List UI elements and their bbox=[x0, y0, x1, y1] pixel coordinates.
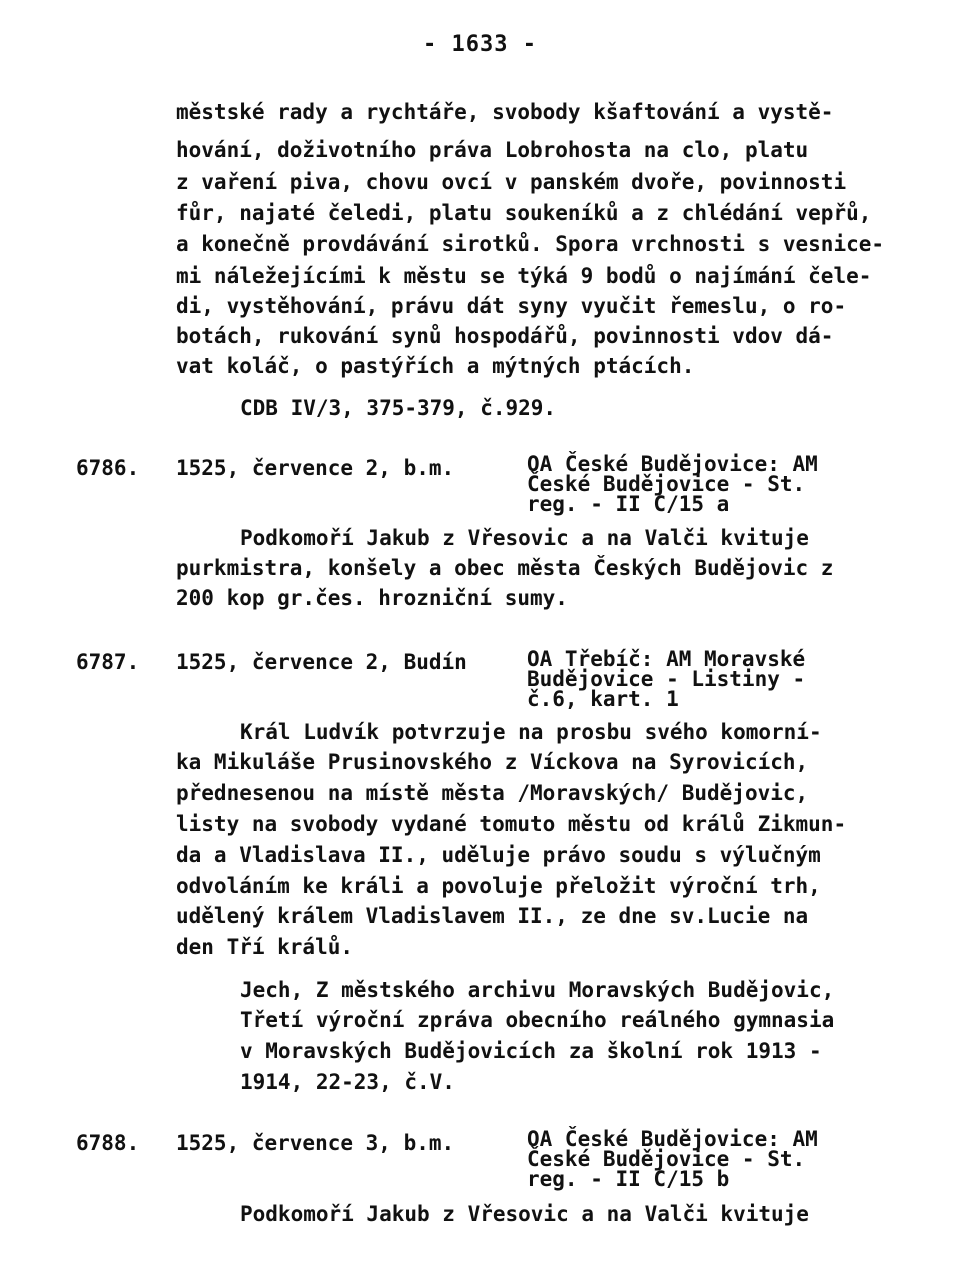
text-line: di, vystěhování, právu dát syny vyučit řemeslu, o ro- bbox=[176, 294, 847, 318]
archive-line: Budějovice - Listiny - bbox=[527, 667, 806, 691]
text-line: den Tří králů. bbox=[176, 935, 354, 959]
text-line: fůr, najaté čeledi, platu soukeníků a z chlédání vepřů, bbox=[176, 201, 872, 225]
text-line: mi náležejícími k městu se týká 9 bodů o najímání čele- bbox=[176, 264, 872, 288]
archive-line: reg. - II C/15 a bbox=[527, 492, 730, 516]
text-line: vat koláč, o pastýřích a mýtných ptácích. bbox=[176, 354, 695, 378]
entry-number: 6788. bbox=[76, 1131, 140, 1155]
citation-line: CDB IV/3, 375-379, č.929. bbox=[240, 396, 557, 420]
archive-line: OA České Budějovice: AM bbox=[527, 1127, 818, 1151]
archive-line: reg. - II C/15 b bbox=[527, 1167, 730, 1191]
text-line: listy na svobody vydané tomuto městu od králů Zikmun- bbox=[176, 812, 847, 836]
text-line: Podkomoří Jakub z Vřesovic a na Valči kvituje bbox=[240, 526, 809, 550]
text-line: ka Mikuláše Prusinovského z Víckova na Syrovicích, bbox=[176, 750, 809, 774]
citation-line: Třetí výroční zpráva obecního reálného gymnasia bbox=[240, 1008, 835, 1032]
text-line: Král Ludvík potvrzuje na prosbu svého komorní- bbox=[240, 720, 822, 744]
text-line: Podkomoří Jakub z Vřesovic a na Valči kvituje bbox=[240, 1202, 809, 1226]
entry-date-place: 1525, července 2, b.m. bbox=[176, 456, 455, 480]
text-line: udělený králem Vladislavem II., ze dne sv.Lucie na bbox=[176, 904, 809, 928]
text-line: a konečně provdávání sirotků. Spora vrchnosti s vesnice- bbox=[176, 232, 885, 256]
entry-number: 6787. bbox=[76, 650, 140, 674]
text-line: botách, rukování synů hospodářů, povinnosti vdov dá- bbox=[176, 324, 834, 348]
text-line: purkmistra, konšely a obec města Českých Budějovic z bbox=[176, 556, 834, 580]
entry-number: 6786. bbox=[76, 456, 140, 480]
entry-date-place: 1525, července 3, b.m. bbox=[176, 1131, 455, 1155]
text-line: přednesenou na místě města /Moravských/ Budějovic, bbox=[176, 781, 809, 805]
citation-line: Jech, Z městského archivu Moravských Budějovic, bbox=[240, 978, 835, 1002]
text-line: odvoláním ke králi a povoluje přeložit výroční trh, bbox=[176, 874, 821, 898]
archive-line: OA České Budějovice: AM bbox=[527, 452, 818, 476]
entry-date-place: 1525, července 2, Budín bbox=[176, 650, 467, 674]
archive-line: České Budějovice - St. bbox=[527, 472, 806, 496]
text-line: z vaření piva, chovu ovcí v panském dvoře, povinnosti bbox=[176, 170, 847, 194]
text-line: da a Vladislava II., uděluje právo soudu s výlučným bbox=[176, 843, 821, 867]
archive-line: OA Třebíč: AM Moravské bbox=[527, 647, 806, 671]
text-line: městské rady a rychtáře, svobody kšaftování a vystě- bbox=[176, 100, 834, 124]
archive-line: České Budějovice - St. bbox=[527, 1147, 806, 1171]
text-line: hování, doživotního práva Lobrohosta na clo, platu bbox=[176, 138, 809, 162]
archive-line: č.6, kart. 1 bbox=[527, 687, 679, 711]
citation-line: 1914, 22-23, č.V. bbox=[240, 1070, 455, 1094]
page-number: - 1633 - bbox=[423, 32, 537, 57]
citation-line: v Moravských Budějovicích za školní rok 1913 - bbox=[240, 1039, 822, 1063]
text-line: 200 kop gr.čes. hrozniční sumy. bbox=[176, 586, 568, 610]
